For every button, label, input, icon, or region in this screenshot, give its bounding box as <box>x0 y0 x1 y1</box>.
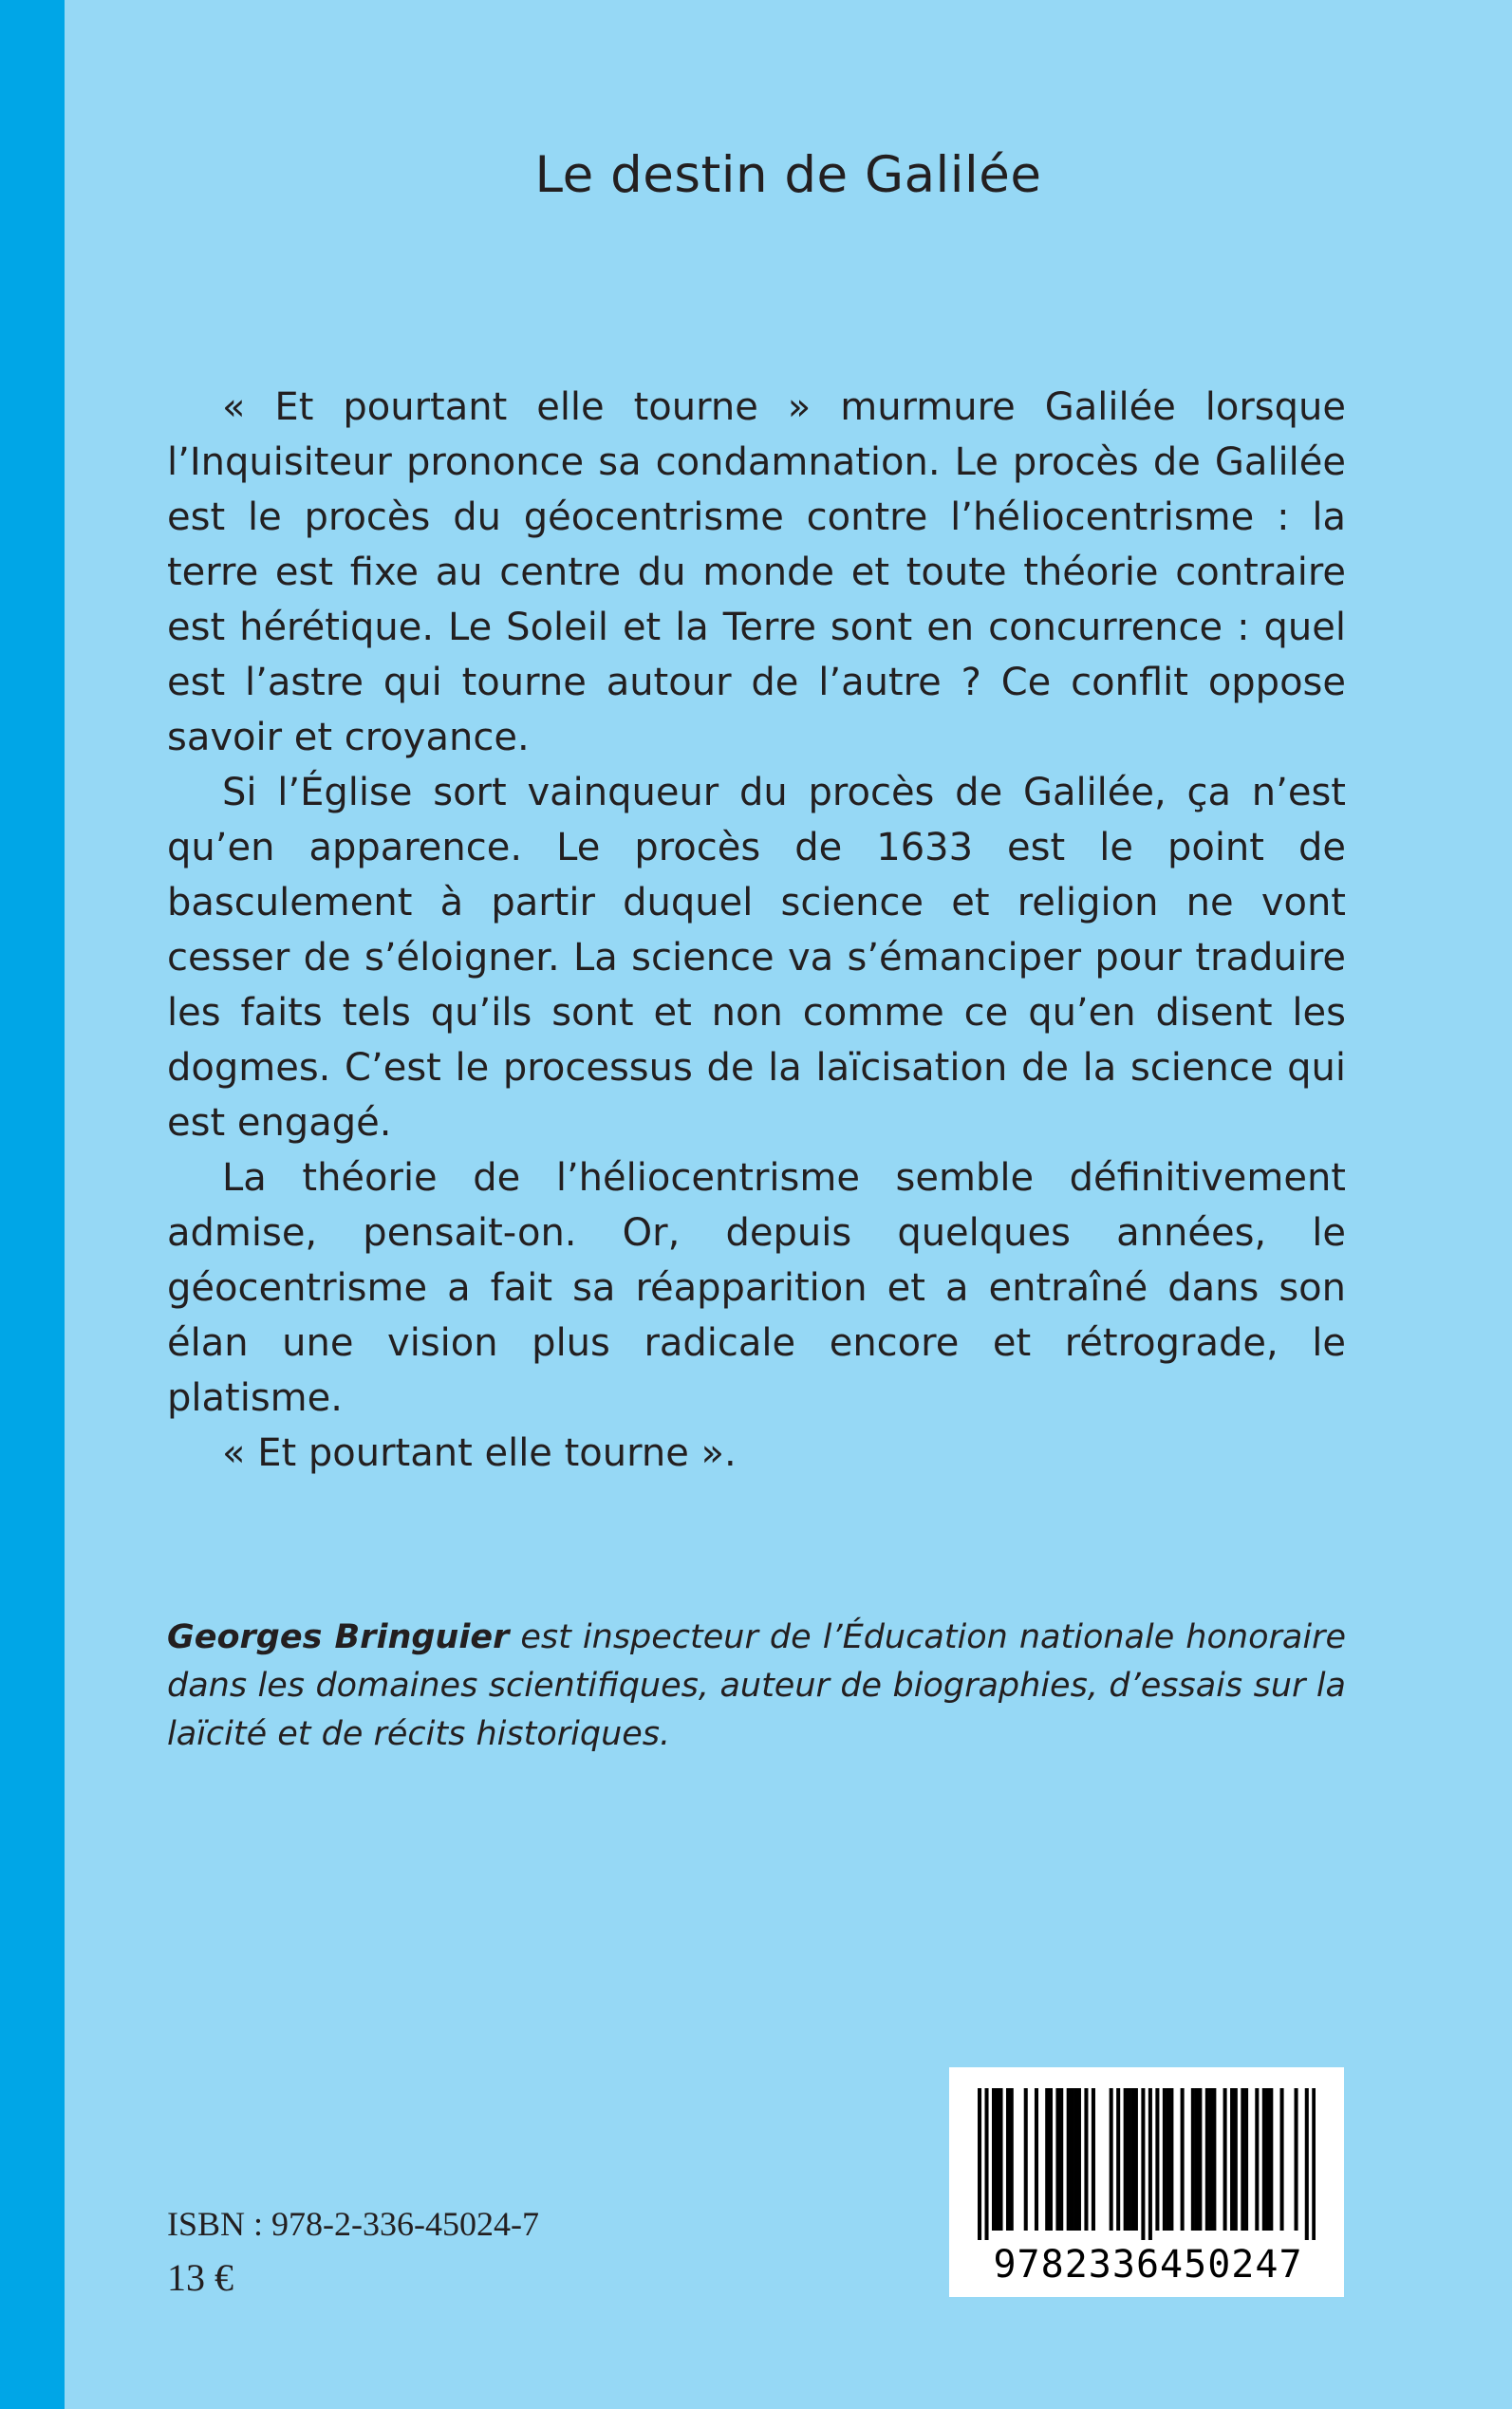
barcode-bar <box>1045 2088 1049 2231</box>
back-cover-blurb <box>167 380 1346 1481</box>
barcode-bars <box>978 2088 1316 2240</box>
barcode-bar <box>1163 2088 1167 2231</box>
barcode-bar <box>1084 2088 1088 2231</box>
barcode-bar <box>1049 2088 1053 2231</box>
barcode-bar <box>1124 2088 1128 2231</box>
barcode-bar <box>1155 2088 1159 2231</box>
barcode-bar <box>1255 2088 1259 2231</box>
barcode-bar <box>992 2088 996 2231</box>
barcode-bar <box>1295 2088 1298 2231</box>
barcode-bar <box>1110 2088 1113 2231</box>
author-description: est inspecteur de l’Éducation nationale honoraire dans les domaines scientifiques, auteur de biographies, d’essais sur la laïcité et de récits historiques. <box>167 1618 1346 1753</box>
barcode-bar <box>1312 2088 1316 2240</box>
barcode-bar <box>1092 2088 1095 2231</box>
barcode-bar <box>1055 2088 1059 2231</box>
barcode-bar <box>1269 2088 1273 2231</box>
barcode-bar <box>1212 2088 1216 2231</box>
barcode-bar <box>1181 2088 1185 2231</box>
barcode-bar <box>1266 2088 1270 2231</box>
barcode-bar <box>1130 2088 1134 2231</box>
barcode-bar <box>1167 2088 1170 2231</box>
blurb-paragraph-1: « Et pourtant elle tourne » murmure Galilée lorsque l’Inquisiteur prononce sa condamnation. Le procès de Galilée est le procès du géocentrisme contre l’héliocentrisme : la terre est fixe au centre du monde et toute théorie contraire est hérétique. Le Soleil et la Terre sont en concurrence : quel est l’astre qui tourne autour de l’autre ? Ce conflit oppose savoir et croyance. <box>167 385 1346 759</box>
barcode-bar <box>1244 2088 1248 2231</box>
barcode-bar <box>1305 2088 1309 2240</box>
barcode-bar <box>978 2088 981 2240</box>
barcode-bar <box>1134 2088 1138 2231</box>
isbn-label: ISBN : 978-2-336-45024-7 <box>167 2205 539 2243</box>
barcode-bar <box>1116 2088 1120 2231</box>
barcode-bar <box>1141 2088 1145 2240</box>
book-title: Le destin de Galilée <box>534 145 1042 204</box>
barcode-bar <box>999 2088 1002 2231</box>
barcode-bar <box>1280 2088 1284 2231</box>
author-bio <box>167 1614 1346 1759</box>
blurb-paragraph-3: La théorie de l’héliocentrisme semble définitivement admise, pensait-on. Or, depuis quelques années, le géocentrisme a fait sa réapparition et a entraîné dans son élan une vision plus radicale encore et rétrograde, le platisme. <box>167 1156 1346 1420</box>
barcode-bar <box>1262 2088 1266 2231</box>
price-label: 13 € <box>167 2256 233 2299</box>
barcode-bar <box>1195 2088 1199 2231</box>
barcode-bar <box>1070 2088 1073 2231</box>
barcode-bar <box>996 2088 999 2231</box>
author-name: Georges Bringuier <box>167 1618 510 1656</box>
barcode-bar <box>1067 2088 1071 2231</box>
barcode-bar <box>1059 2088 1063 2231</box>
barcode-bar <box>1223 2088 1227 2231</box>
barcode-bar <box>1073 2088 1077 2231</box>
barcode-bar <box>1024 2088 1028 2231</box>
barcode-bar <box>1148 2088 1152 2240</box>
barcode-bar <box>1127 2088 1130 2231</box>
blurb-paragraph-2: Si l’Église sort vainqueur du procès de Galilée, ça n’est qu’en apparence. Le procès de 1633 est le point de basculement à partir duquel science et religion ne vont cesser de s’éloigner. La science va s’émanciper pour traduire les faits tels qu’ils sont et non comme ce qu’en disent les dogmes. C’est le processus de la laïcisation de la science qui est engagé. <box>167 771 1346 1145</box>
barcode-bar <box>1198 2088 1202 2231</box>
barcode-bar <box>1205 2088 1209 2231</box>
barcode-number: 9782336450247 <box>993 2243 1303 2287</box>
barcode <box>949 2067 1344 2297</box>
barcode-bar <box>1006 2088 1010 2231</box>
barcode-bar <box>1077 2088 1081 2231</box>
barcode-bar <box>1234 2088 1238 2231</box>
barcode-bar <box>1191 2088 1195 2231</box>
barcode-bar <box>984 2088 988 2240</box>
spine-strip <box>0 0 65 2409</box>
barcode-bar <box>1241 2088 1244 2231</box>
barcode-bar <box>1209 2088 1213 2231</box>
barcode-bar <box>1010 2088 1014 2231</box>
barcode-bar <box>1230 2088 1234 2231</box>
barcode-bar <box>1035 2088 1038 2231</box>
blurb-paragraph-4: « Et pourtant elle tourne ». <box>222 1431 737 1475</box>
barcode-bar <box>1169 2088 1173 2231</box>
